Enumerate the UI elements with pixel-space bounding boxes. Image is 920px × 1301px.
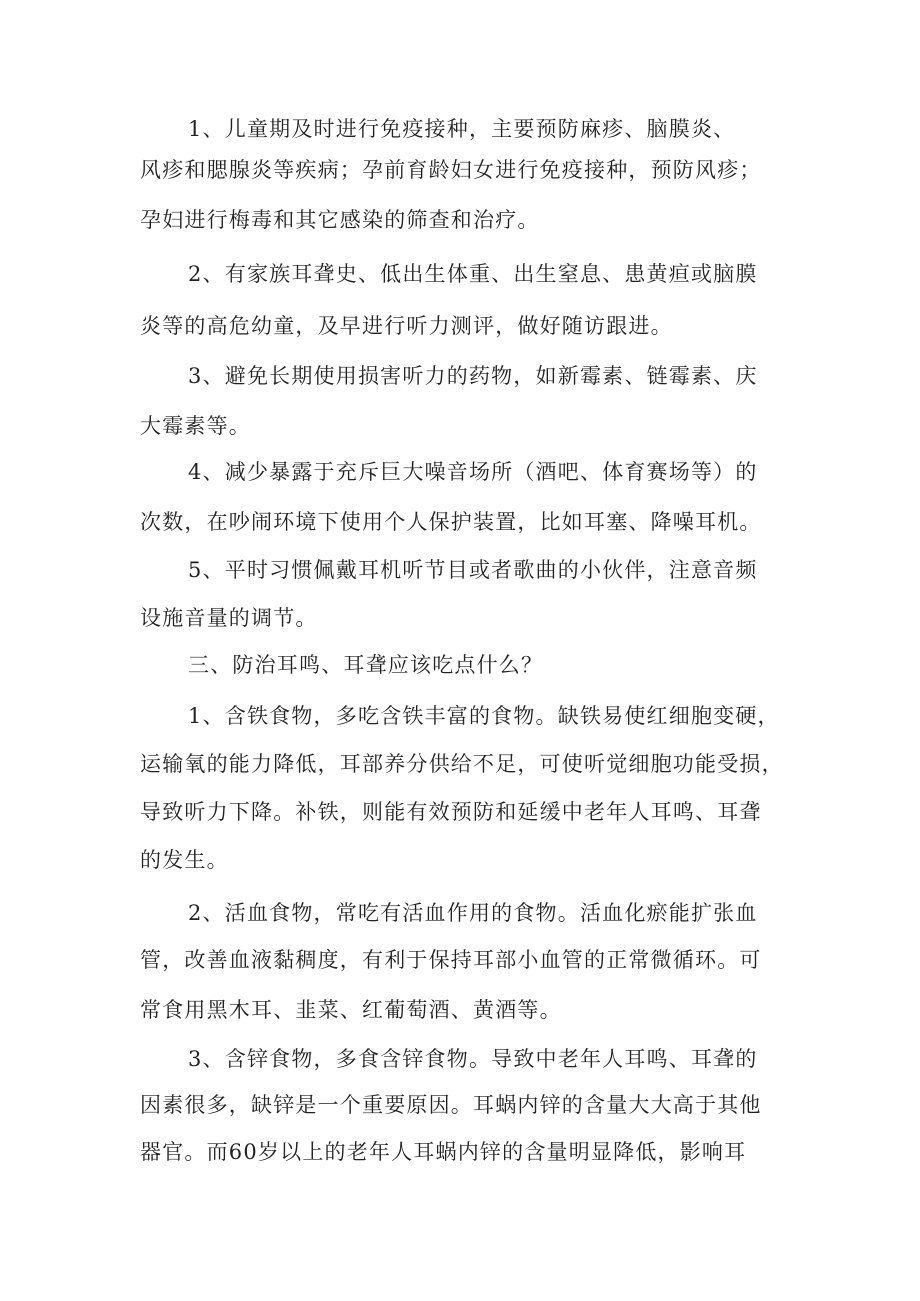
- paragraph-4-line-2: 次数，在吵闹环境下使用个人保护装置，比如耳塞、降噪耳机。: [140, 510, 762, 534]
- paragraph-1-line-2: 风疹和腮腺炎等疾病；孕前育龄妇女进行免疫接种，预防风疹；: [140, 158, 762, 182]
- paragraph-1-line-1: 1、儿童期及时进行免疫接种，主要预防麻疹、脑膜炎、: [188, 117, 736, 141]
- paragraph-3-line-1: 3、避免长期使用损害听力的药物，如新霉素、链霉素、庆: [188, 364, 758, 388]
- paragraph-7-line-3: 常食用黑木耳、韭菜、红葡萄酒、黄酒等。: [140, 998, 562, 1022]
- paragraph-7-line-1: 2、活血食物，常吃有活血作用的食物。活血化瘀能扩张血: [188, 901, 758, 925]
- paragraph-6-line-3: 导致听力下降。补铁，则能有效预防和延缓中老年人耳鸣、耳聋: [140, 800, 762, 824]
- paragraph-8-line-2: 因素很多，缺锌是一个重要原因。耳蜗内锌的含量大大高于其他: [140, 1093, 762, 1117]
- paragraph-6-line-4: 的发生。: [140, 848, 229, 872]
- paragraph-6-line-2: 运输氧的能力降低，耳部养分供给不足，可使听觉细胞功能受损，: [140, 752, 784, 776]
- paragraph-8-line-1: 3、含锌食物，多食含锌食物。导致中老年人耳鸣、耳聋的: [188, 1047, 758, 1071]
- paragraph-8-line-3: 器官。而60岁以上的老年人耳蜗内锌的含量明显降低，影响耳: [140, 1140, 747, 1164]
- paragraph-1-line-3: 孕妇进行梅毒和其它感染的筛查和治疗。: [140, 208, 540, 232]
- paragraph-5-line-1: 5、平时习惯佩戴耳机听节目或者歌曲的小伙伴，注意音频: [188, 558, 758, 582]
- paragraph-4-line-1: 4、减少暴露于充斥巨大噪音场所（酒吧、体育赛场等）的: [188, 460, 758, 484]
- paragraph-3-line-2: 大霉素等。: [140, 414, 251, 438]
- paragraph-7-line-2: 管，改善血液黏稠度，有利于保持耳部小血管的正常微循环。可: [140, 948, 762, 972]
- paragraph-2-line-1: 2、有家族耳聋史、低出生体重、出生窒息、患黄疸或脑膜: [188, 262, 758, 286]
- paragraph-2-line-2: 炎等的高危幼童，及早进行听力测评，做好随访跟进。: [140, 314, 673, 338]
- paragraph-5-line-2: 设施音量的调节。: [140, 606, 318, 630]
- section-heading: 三、防治耳鸣、耳聋应该吃点什么？: [188, 653, 544, 677]
- paragraph-6-line-1: 1、含铁食物，多吃含铁丰富的食物。缺铁易使红细胞变硬，: [188, 704, 780, 728]
